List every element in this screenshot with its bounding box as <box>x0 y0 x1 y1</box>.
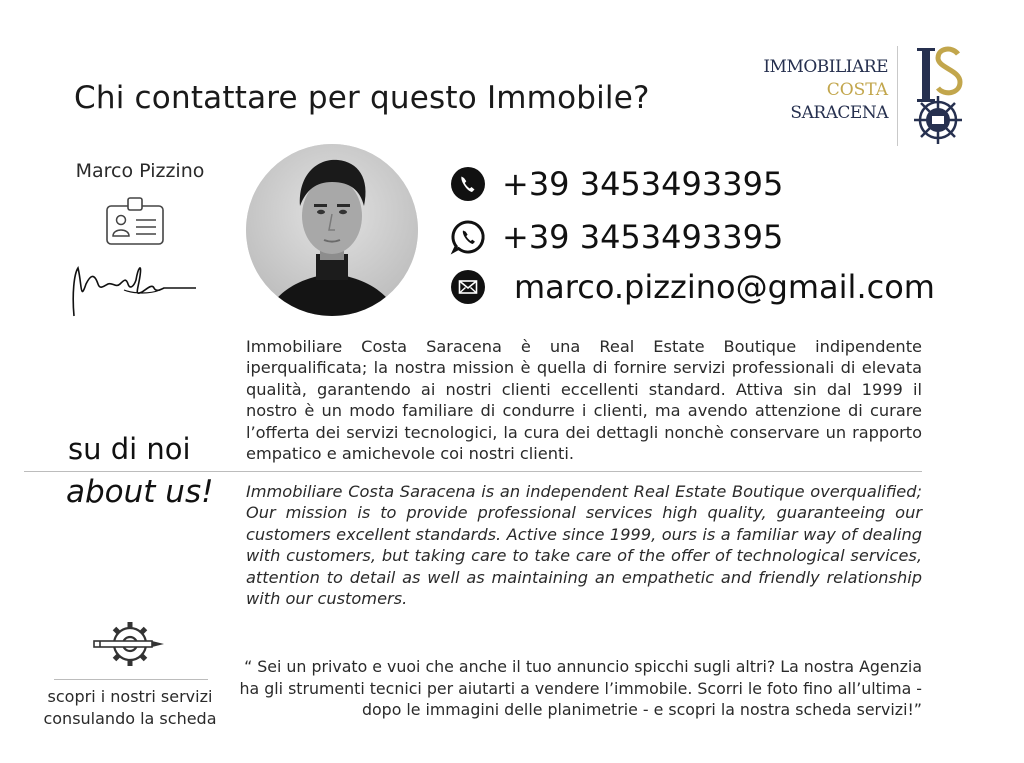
services-caption: scopri i nostri servizi consulando la scheda <box>43 687 217 728</box>
brand-line-3: SARACENA <box>790 103 888 123</box>
services-divider <box>54 679 208 680</box>
about-heading-it: su di noi <box>68 432 191 466</box>
promo-quote: “ Sei un privato e vuoi che anche il tuo annuncio spicchi sugli altri? La nostra Agenzia ha gli strumenti tecnici per aiutarti a vendere l’immobile. Scorri le foto fino all’ultima - dopo le immagini delle planimetrie - e scopri la nostra scheda servizi!” <box>239 657 922 719</box>
brand-divider <box>897 46 898 146</box>
phone-icon <box>450 166 486 202</box>
contact-email-value: marco.pizzino@gmail.com <box>514 268 935 306</box>
about-heading-en: about us! <box>66 474 214 510</box>
portrait-image <box>246 144 418 316</box>
section-divider <box>24 471 922 472</box>
signature-graphic <box>64 254 204 324</box>
page-title: Chi contattare per questo Immobile? <box>74 80 650 116</box>
about-text-it: Immobiliare Costa Saracena è una Real Estate Boutique indipendente iperqualificata; la nostra mission è quella di fornire servizi professionali di elevata qualità, garantendo ai nostri clienti eccellenti standard. Attiva sin dal 1999 il nostro è un modo familiare di condurre i clienti, ma avendo attenzione di curare l’offerta dei servizi tecnologici, la cura dei dettagli nonchè conservare un rapporto empatico e amichevole coi nostri clienti. <box>246 337 922 464</box>
gear-icon <box>90 614 170 674</box>
contact-phone-value: +39 3453493395 <box>502 165 784 203</box>
agent-name: Marco Pizzino <box>75 160 205 182</box>
brand-logo-icon <box>908 44 972 148</box>
contact-whatsapp[interactable] <box>450 218 783 256</box>
contact-whatsapp-value: +39 3453493395 <box>502 218 784 256</box>
id-badge-icon <box>104 196 166 246</box>
brand-line-1: IMMOBILIARE <box>763 57 888 77</box>
whatsapp-icon <box>450 219 486 255</box>
mail-icon <box>450 269 486 305</box>
brand-wordmark <box>748 56 888 125</box>
contact-phone[interactable] <box>450 165 783 203</box>
contact-email[interactable] <box>450 268 935 306</box>
about-text-en: Immobiliare Costa Saracena is an independent Real Estate Boutique overqualified; Our mission is to provide professional services high quality, guaranteeing our customers excellent standards. Active since 1999, ours is a familiar way of dealing with customers, but taking care to take care of the offer of technological services, attention to detail as well as maintaining an empathetic and friendly relationship with our customers. <box>246 482 922 609</box>
brand-line-2: COSTA <box>826 80 888 100</box>
agent-photo <box>246 144 418 316</box>
